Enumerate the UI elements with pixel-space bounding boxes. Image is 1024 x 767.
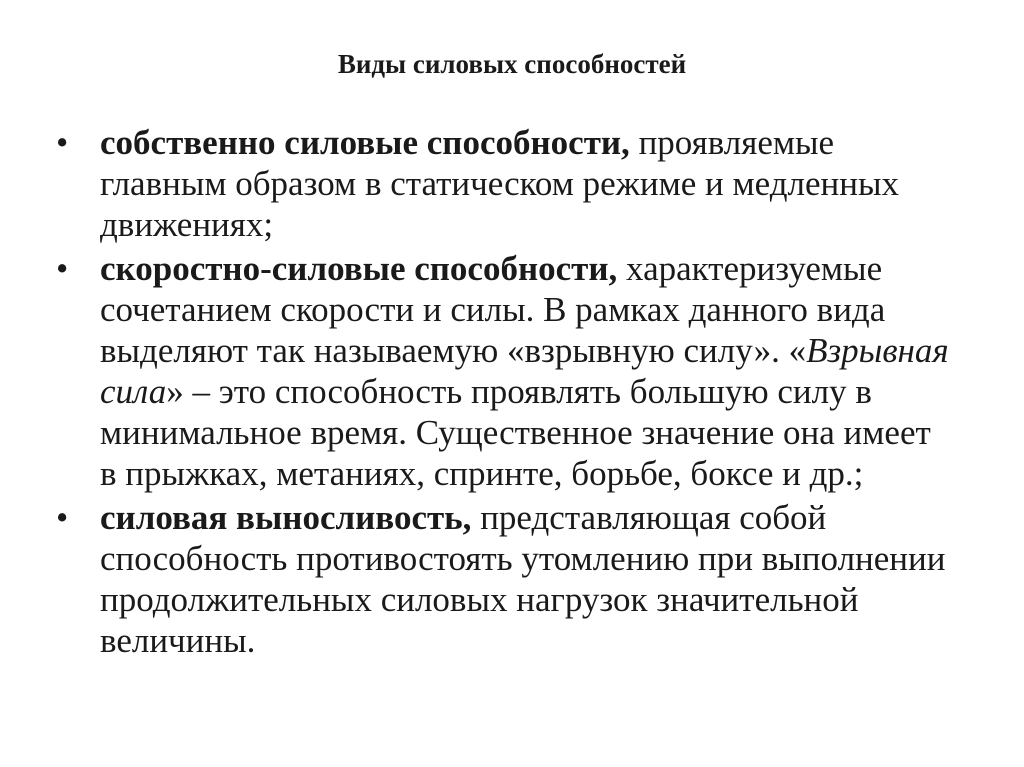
- list-item-endurance: [56, 497, 956, 661]
- term-label: скоростно-силовые способности,: [100, 249, 618, 288]
- bullet-list: [56, 122, 956, 664]
- term-description: проявляемые главным образом в статическом режиме и медленных движениях;: [100, 123, 900, 244]
- bullet-icon: •: [56, 123, 69, 162]
- term-label: собственно силовые способности,: [100, 123, 630, 162]
- term-description: представляющая собой способность противостоять утомлению при выполнении продолжительных силовых нагрузок значительной величины.: [100, 498, 946, 660]
- list-item-speed-strength: [56, 248, 956, 494]
- term-description-part1: характеризуемые сочетанием скорости и силы. В рамках данного вида выделяют так называемую «взрывную силу». «: [100, 249, 886, 370]
- page-title: Виды силовых способностей: [337, 49, 687, 79]
- bullet-icon: •: [56, 249, 69, 288]
- term-italic-phrase: Взрывная сила: [100, 331, 949, 411]
- bullet-icon: •: [56, 498, 69, 537]
- term-label: силовая выносливость,: [100, 498, 472, 537]
- list-item-strength: [56, 122, 956, 245]
- term-description-part2: » – это способность проявлять большую силу в минимальное время. Существенное значение она имеет в прыжках, метаниях, спринте, борьбе, боксе и др.;: [100, 372, 931, 493]
